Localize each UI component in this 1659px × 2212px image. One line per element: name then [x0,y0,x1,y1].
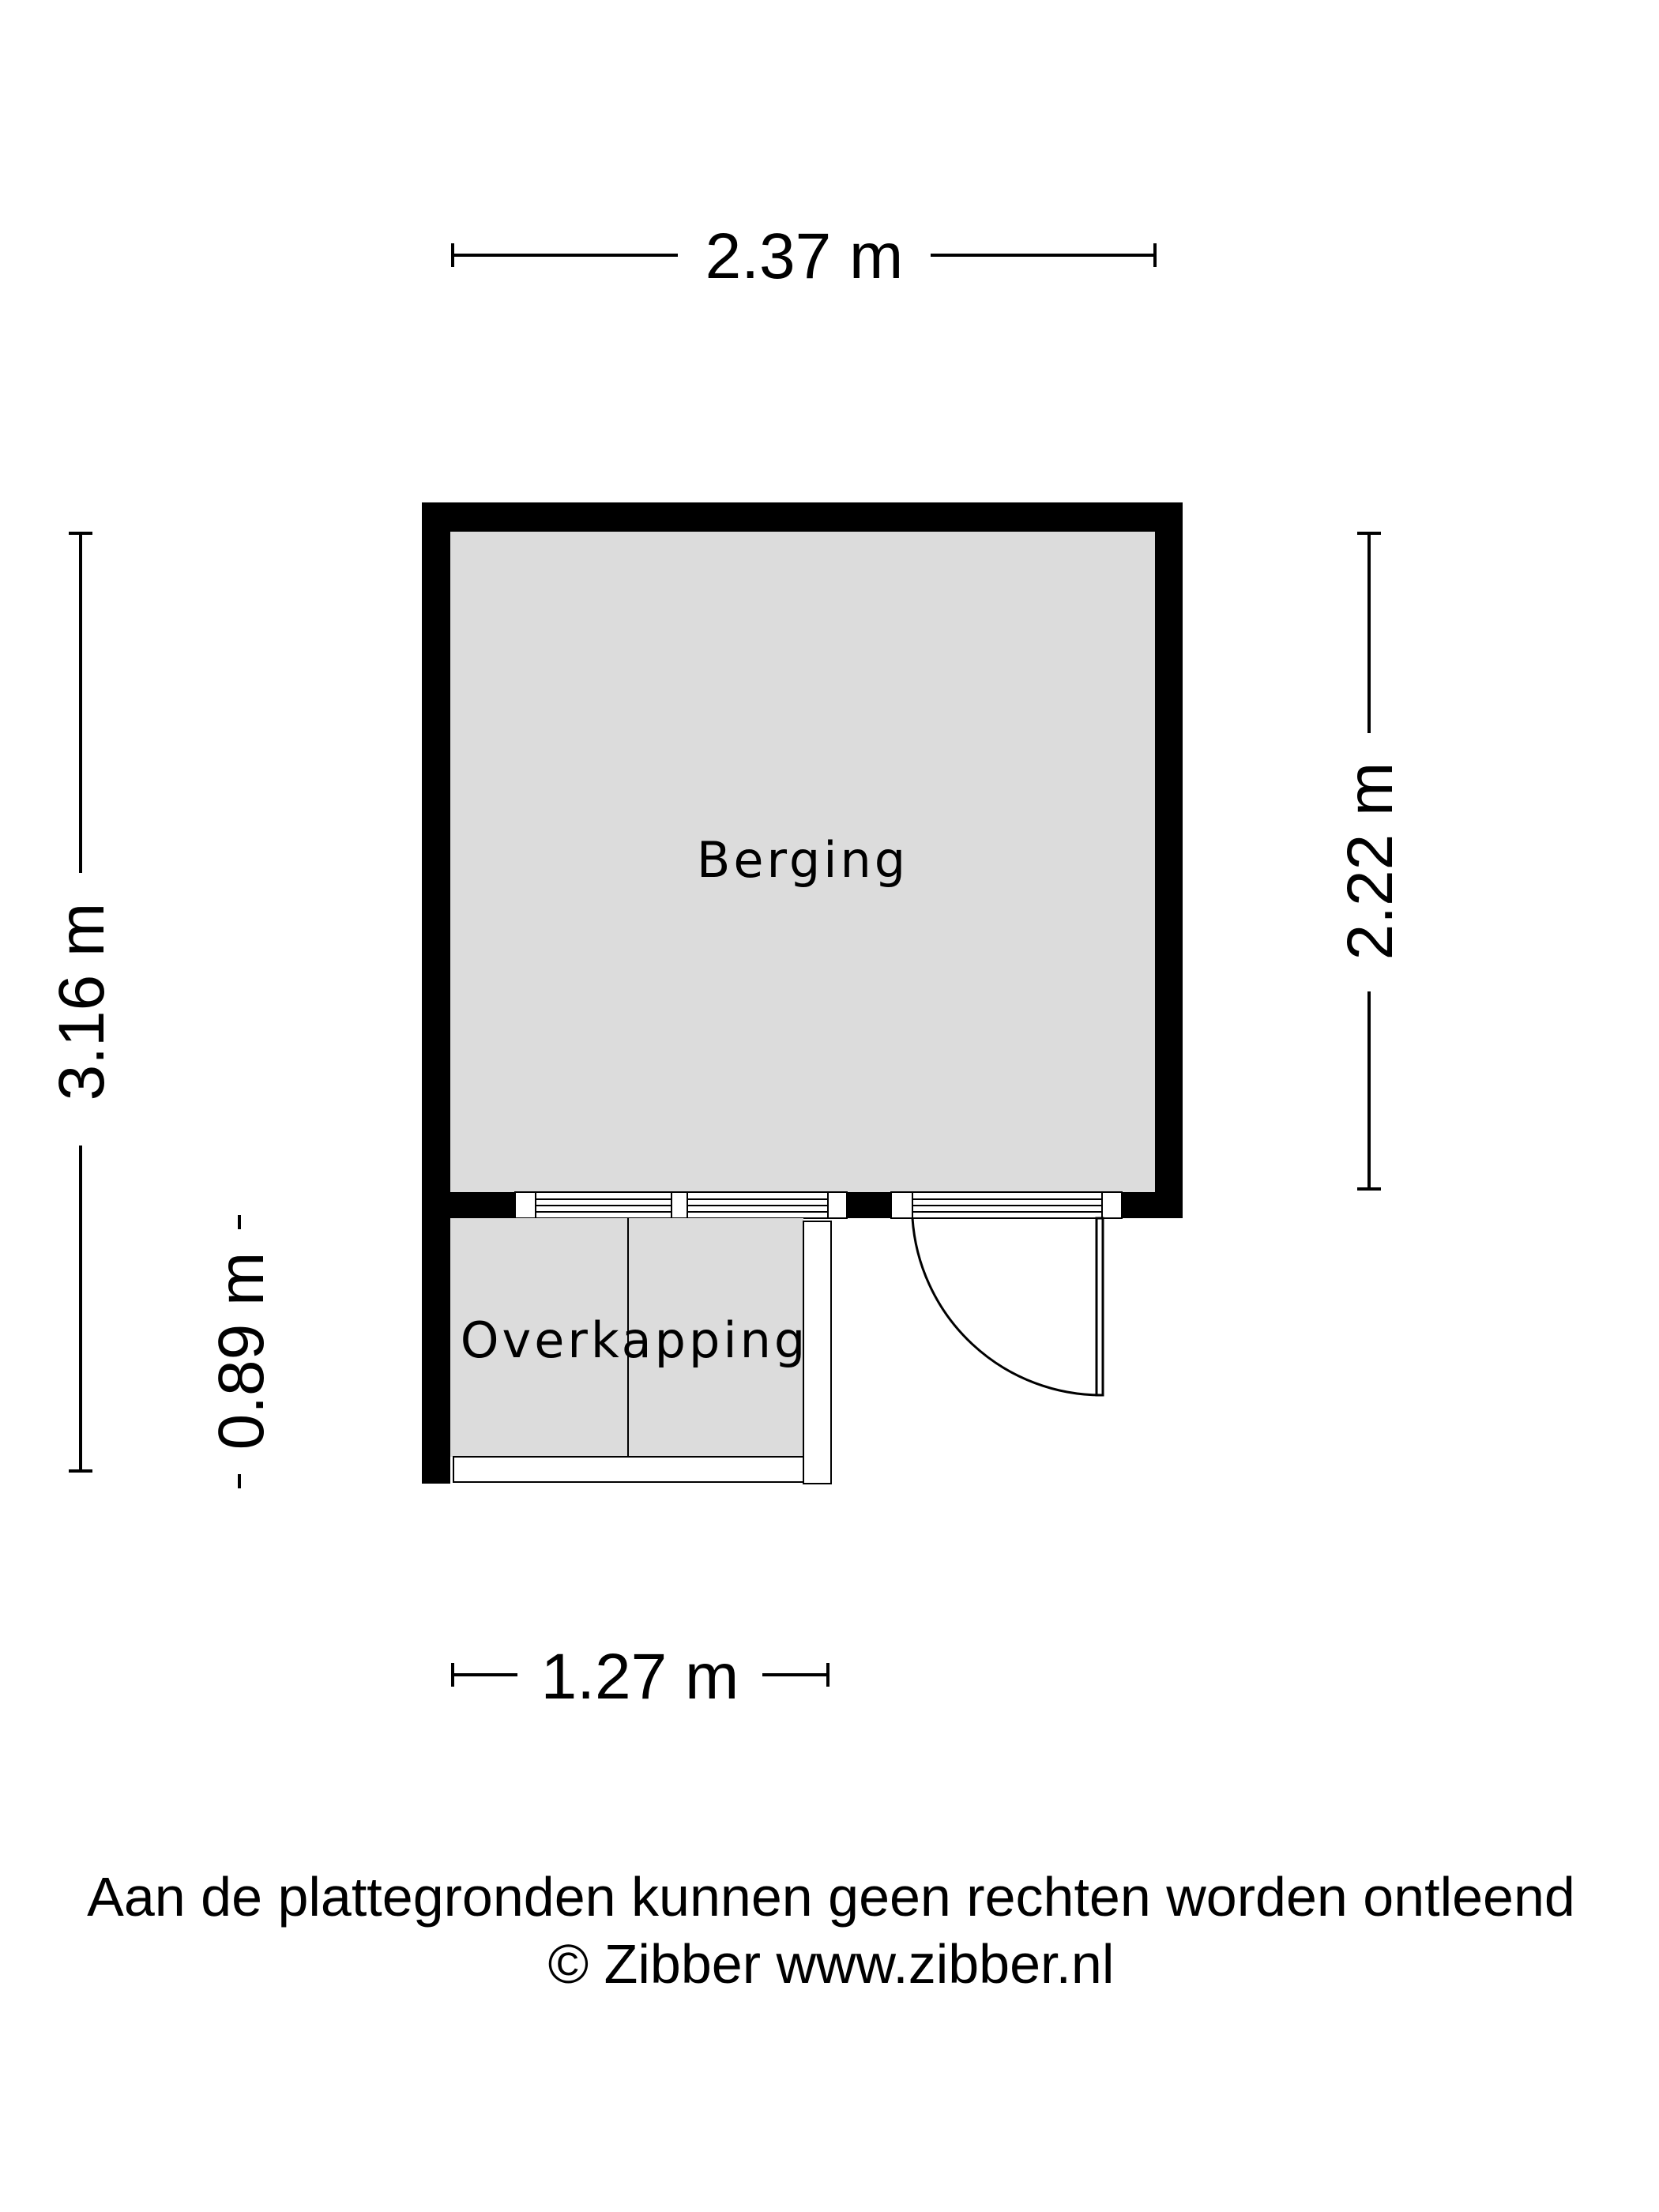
room-overkapping [450,1218,831,1484]
wall-top [422,502,1183,532]
overkapping-beam-bottom [453,1457,803,1482]
dimension-label-top: 2.37 m [705,220,904,292]
room-label-overkapping: Overkapping [460,1311,809,1369]
dimension-label-bottom: 1.27 m [540,1641,739,1713]
dimension-left-height [46,533,118,1471]
wall-bottom-middle [847,1192,891,1218]
dimension-label-left: 3.16 m [46,902,118,1101]
dimension-right-height [1334,533,1406,1189]
footer-disclaimer: Aan de plattegronden kunnen geen rechten worden ontleend [87,1866,1575,1928]
dimension-label-overkapping: 0.89 m [205,1251,277,1450]
dimension-bottom-width [453,1641,828,1713]
door-leaf [1097,1218,1103,1395]
dimension-top-width [453,220,1155,292]
door-swing-arc [912,1218,1102,1395]
footer [87,1866,1575,1995]
wall-bottom-right [1122,1192,1183,1218]
dimension-label-right: 2.22 m [1334,762,1406,961]
wall-right [1155,502,1183,1218]
window-left [515,1192,847,1218]
door-swing [912,1218,1103,1395]
dimension-overkapping-depth [205,1215,277,1488]
room-label-berging: Berging [696,831,909,889]
door-frame [891,1192,1122,1218]
wall-left [422,502,450,1484]
wall-bottom-left [422,1192,515,1218]
footer-copyright: © Zibber www.zibber.nl [547,1933,1115,1995]
